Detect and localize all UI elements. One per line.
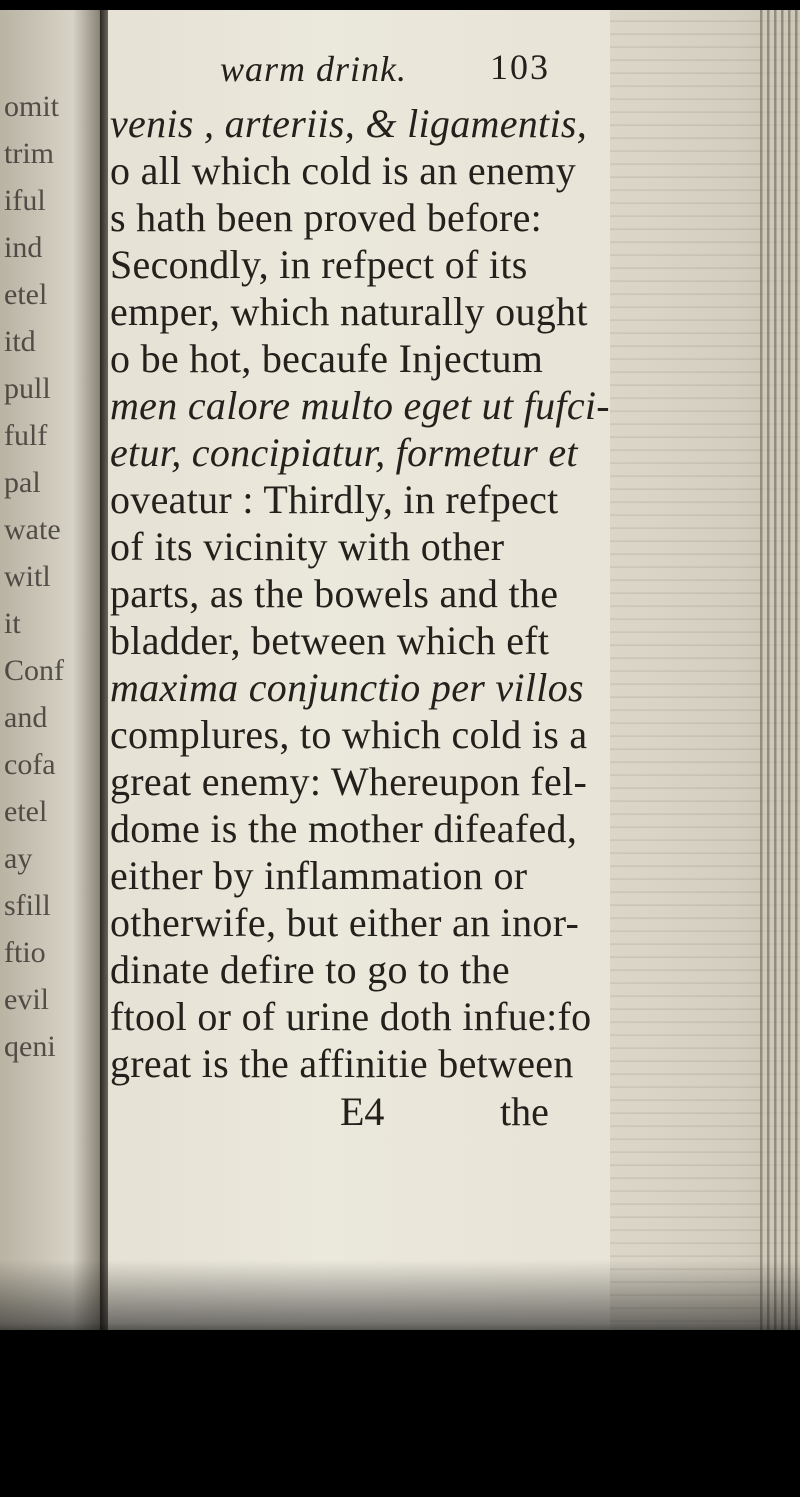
gutter-fragment: omit bbox=[4, 90, 60, 123]
gutter-fragment: qeni bbox=[4, 1030, 56, 1063]
text-line: o be hot, becaufe Injectum bbox=[110, 336, 544, 381]
signature-mark: E4 bbox=[340, 1089, 385, 1134]
book-spine bbox=[100, 10, 108, 1330]
gutter-fragment: pal bbox=[4, 466, 41, 499]
text-line: otherwife, but either an inor- bbox=[110, 900, 580, 945]
gutter-fragment: trim bbox=[4, 137, 54, 170]
gutter-fragment: ind bbox=[4, 231, 43, 264]
text-line: of its vicinity with other bbox=[110, 524, 505, 569]
text-line: parts, as the bowels and the bbox=[110, 571, 559, 616]
text-line: ftool or of urine doth infue:fo bbox=[110, 994, 592, 1039]
page-number: 103 bbox=[490, 47, 550, 87]
text-line: dinate defire to go to the bbox=[110, 947, 510, 992]
gutter-fragment: etel bbox=[4, 795, 48, 828]
gutter-fragment: fulf bbox=[4, 419, 48, 452]
leaf-edges bbox=[760, 10, 800, 1330]
gutter-fragment: and bbox=[4, 701, 48, 734]
page-text-block bbox=[110, 40, 610, 1137]
text-line: Secondly, in refpect of its bbox=[110, 242, 528, 287]
text-line: etur, concipiatur, formetur et bbox=[110, 430, 578, 475]
text-line: great enemy: Whereupon fel- bbox=[110, 759, 588, 804]
gutter-fragment: itd bbox=[4, 325, 36, 358]
text-line: dome is the mother difeafed, bbox=[110, 806, 578, 851]
text-line: bladder, between which eft bbox=[110, 618, 550, 663]
page-shadow bbox=[0, 1260, 800, 1330]
body-text bbox=[110, 100, 610, 1087]
gutter-fragment: ftio bbox=[4, 936, 46, 969]
facing-page-gutter bbox=[0, 10, 104, 1330]
gutter-fragment: cofa bbox=[4, 748, 56, 781]
page-header bbox=[110, 40, 590, 100]
text-line: men calore multo eget ut fufci- bbox=[110, 383, 610, 428]
text-line: o all which cold is an enemy bbox=[110, 148, 577, 193]
text-line: oveatur : Thirdly, in refpect bbox=[110, 477, 559, 522]
gutter-fragment: wate bbox=[4, 513, 61, 546]
text-line: emper, which naturally ought bbox=[110, 289, 588, 334]
text-line: great is the affinitie between bbox=[110, 1041, 574, 1086]
gutter-fragment: pull bbox=[4, 372, 51, 405]
gutter-fragment: witl bbox=[4, 560, 51, 593]
gutter-fragment: ay bbox=[4, 842, 33, 875]
text-line: maxima conjunctio per villos bbox=[110, 665, 584, 710]
book-page bbox=[0, 10, 800, 1330]
text-line: s hath been proved before: bbox=[110, 195, 543, 240]
text-line: complures, to which cold is a bbox=[110, 712, 588, 757]
gutter-fragment: iful bbox=[4, 184, 46, 217]
gutter-fragment: evil bbox=[4, 983, 49, 1016]
page-footer bbox=[110, 1087, 590, 1137]
running-title: warm drink. bbox=[220, 49, 408, 89]
text-line: venis , arteriis, & ligamentis, bbox=[110, 101, 588, 146]
gutter-fragment: it bbox=[4, 607, 21, 640]
gutter-fragment: etel bbox=[4, 278, 48, 311]
gutter-fragment: Conf bbox=[4, 654, 64, 687]
text-line: either by inflammation or bbox=[110, 853, 528, 898]
catchword: the bbox=[500, 1089, 549, 1134]
gutter-fragment: sfill bbox=[4, 889, 51, 922]
